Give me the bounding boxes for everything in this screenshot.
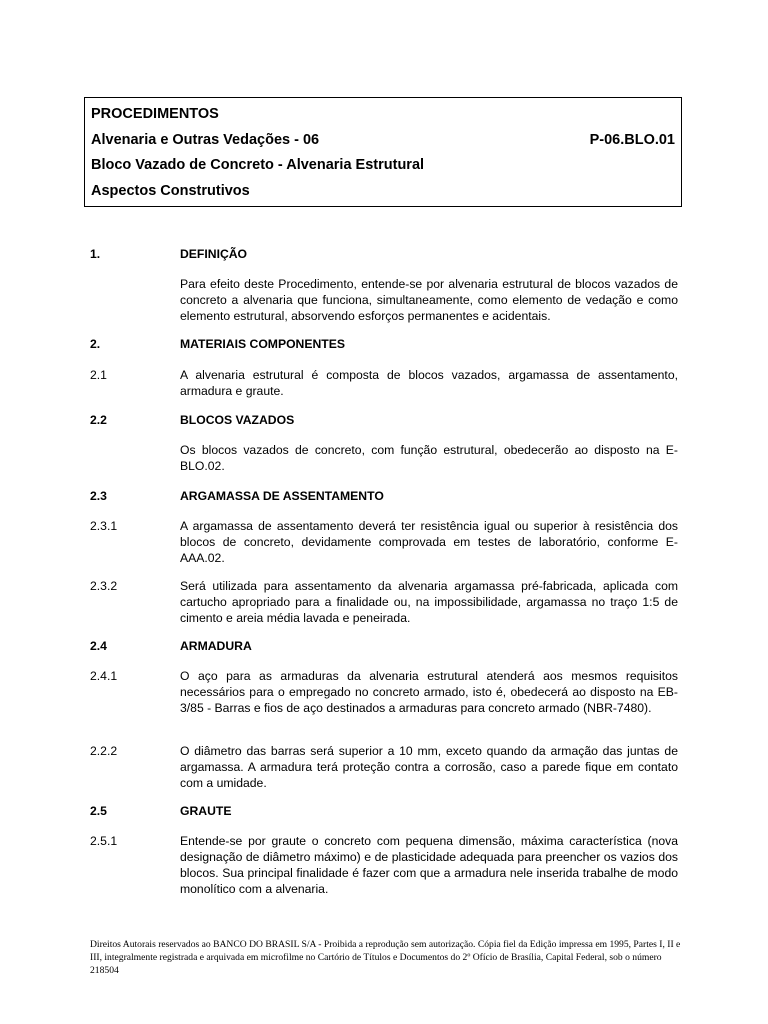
subsection-number: 2.2.2 bbox=[90, 744, 118, 758]
paragraph-text: O aço para as armaduras da alvenaria estrutural atenderá aos mesmos requisitos necessários para o empregado no concreto armado, isto é, obedecerá ao disposto na EB-3/85 - Barras e fios de aço destinados a armaduras para concreto armado (NBR-7480). bbox=[180, 669, 678, 715]
document-code: P-06.BLO.01 bbox=[589, 132, 675, 148]
section-title: MATERIAIS COMPONENTES bbox=[180, 337, 345, 351]
paragraph-text: O diâmetro das barras será superior a 10 mm, exceto quando da armação das juntas de argamassa. A armadura terá proteção contra a corrosão, caso a parede fique em contato com a umidade. bbox=[180, 744, 678, 790]
section-number: 2.5 bbox=[90, 804, 107, 818]
header-line-4: Aspectos Construtivos bbox=[91, 183, 250, 199]
paragraph-text: A alvenaria estrutural é composta de blocos vazados, argamassa de assentamento, armadura e graute. bbox=[180, 368, 678, 398]
header-subtitle-row bbox=[91, 131, 675, 149]
section-title: GRAUTE bbox=[180, 804, 232, 818]
header-line-3: Bloco Vazado de Concreto - Alvenaria Estrutural bbox=[91, 157, 425, 173]
section-number: 2.3 bbox=[90, 489, 107, 503]
section-title: BLOCOS VAZADOS bbox=[180, 413, 295, 427]
section-title: DEFINIÇÃO bbox=[180, 247, 248, 261]
copyright-footer: Direitos Autorais reservados ao BANCO DO BRASIL S/A - Proibida a reprodução sem autorização. Cópia fiel da Edição impressa em 1995, Partes I, II e III, integralmente registrada e arquivada em microfilme no Cartório de Títulos e Documentos do 2º Ofício de Brasília, Capital Federal, sob o número 218504 bbox=[90, 939, 681, 976]
paragraph-text: A argamassa de assentamento deverá ter resistência igual ou superior à resistência dos blocos de concreto, devidamente comprovada em testes de laboratório, conforme E-AAA.02. bbox=[180, 519, 678, 565]
paragraph-text: Será utilizada para assentamento da alvenaria argamassa pré-fabricada, aplicada com cartucho apropriado para a finalidade ou, na impossibilidade, argamassa no traço 1:5 de cimento e areia média lavada e peneirada. bbox=[180, 579, 678, 625]
header-subtitle: Alvenaria e Outras Vedações - 06 bbox=[91, 132, 320, 148]
section-number: 2. bbox=[90, 337, 101, 351]
document-header bbox=[84, 97, 682, 207]
subsection-number: 2.1 bbox=[90, 368, 107, 382]
paragraph-text: Entende-se por graute o concreto com pequena dimensão, máxima característica (nova designação de diâmetro máximo) e de plasticidade adequada para preencher os vazios dos blocos. Sua principal finalidade é fazer com que a armadura nele inserida trabalhe de modo monolítico com a alvenaria. bbox=[180, 834, 678, 896]
section-title: ARMADURA bbox=[180, 639, 252, 653]
section-number: 2.4 bbox=[90, 639, 107, 653]
header-title: PROCEDIMENTOS bbox=[91, 106, 219, 122]
section-number: 2.2 bbox=[90, 413, 107, 427]
subsection-number: 2.5.1 bbox=[90, 834, 118, 848]
paragraph-text: Os blocos vazados de concreto, com função estrutural, obedecerão ao disposto na E-BLO.02. bbox=[180, 443, 678, 473]
paragraph-text: Para efeito deste Procedimento, entende-se por alvenaria estrutural de blocos vazados de concreto a alvenaria que funciona, simultaneamente, como elemento de vedação e como elemento estrutural, absorvendo esforços permanentes e acidentais. bbox=[180, 277, 678, 323]
section-number: 1. bbox=[90, 247, 101, 261]
subsection-number: 2.3.2 bbox=[90, 579, 118, 593]
section-title: ARGAMASSA DE ASSENTAMENTO bbox=[180, 489, 384, 503]
subsection-number: 2.4.1 bbox=[90, 669, 118, 683]
subsection-number: 2.3.1 bbox=[90, 519, 118, 533]
